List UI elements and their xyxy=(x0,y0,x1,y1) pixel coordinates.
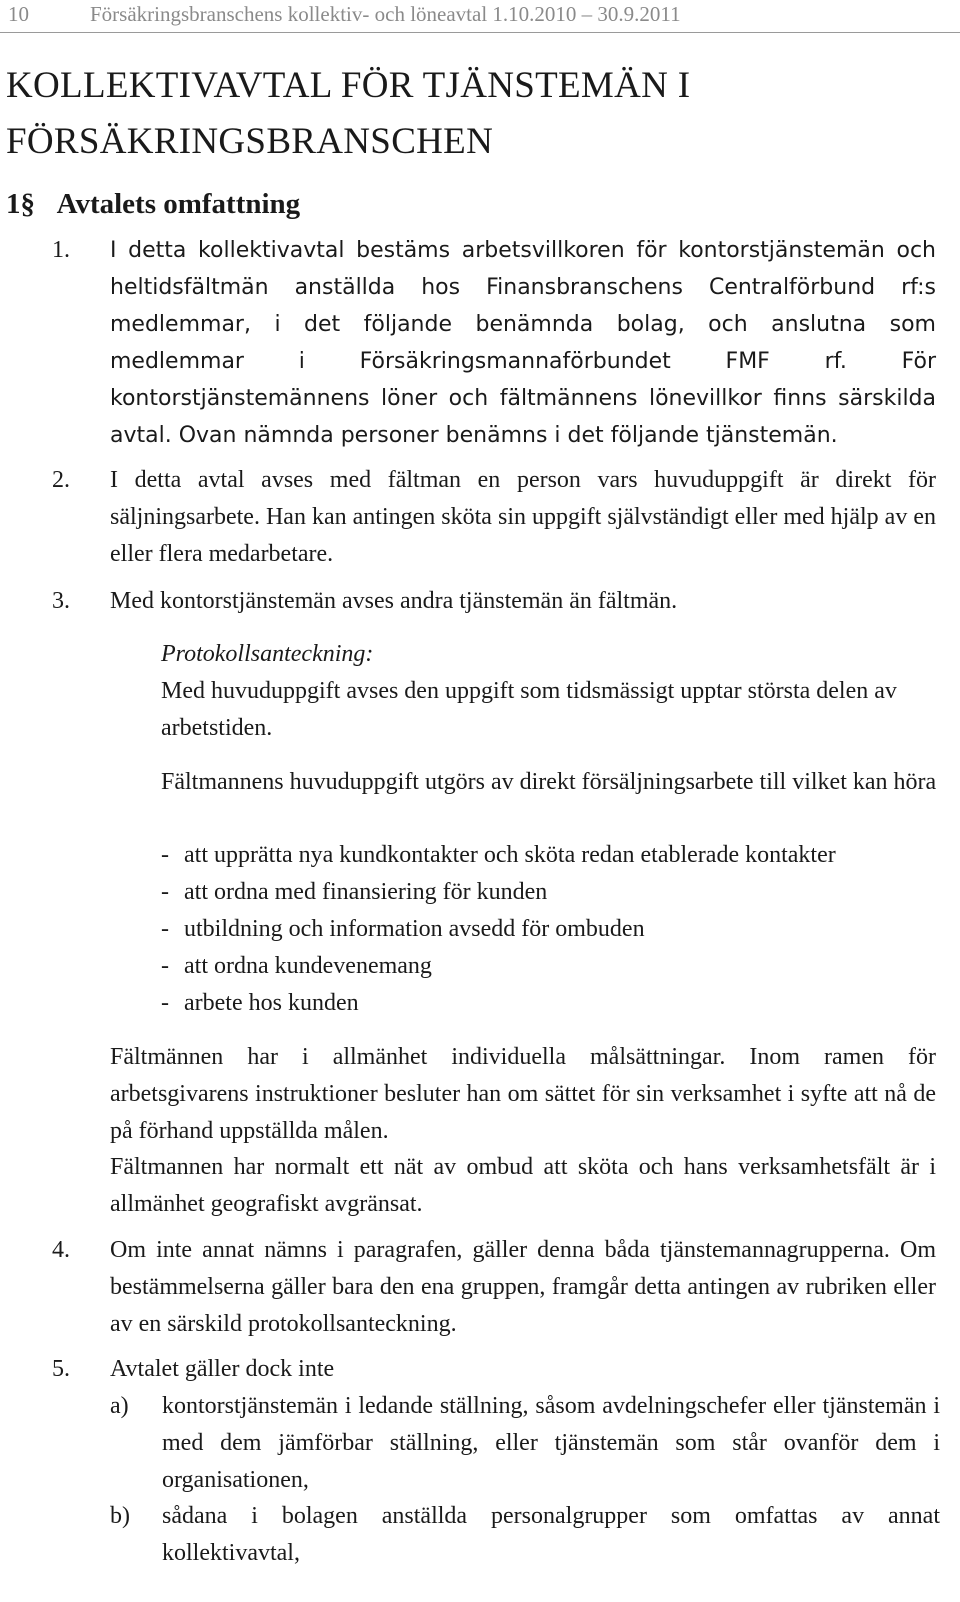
header-rule xyxy=(0,32,960,33)
dash-list-item xyxy=(161,874,547,911)
item-number: 3. xyxy=(52,588,70,614)
item-text: Med kontorstjänstemän avses andra tjänstemän än fältmän. xyxy=(110,588,678,614)
dash-item-text: utbildning och information avsedd för ombuden xyxy=(184,916,645,942)
item-number: 1. xyxy=(52,237,70,263)
item-text: I detta avtal avses med fältman en person vars huvuduppgift är direkt för säljningsarbete. Han kan antingen sköta sin uppgift självständigt eller med hjälp av en eller flera medarbetare. xyxy=(110,467,936,567)
dash-item-text: arbete hos kunden xyxy=(184,990,359,1016)
dash-list-item xyxy=(161,911,645,948)
paragraph: Fältmännen har i allmänhet individuella målsättningar. Inom ramen för arbetsgivarens instruktioner besluter han om sättet för sin verksamhet i syfte att nå de på förhand uppställda målen. xyxy=(110,1044,936,1144)
section-number: 1§ xyxy=(6,188,35,220)
dash-item-text: att ordna med finansiering för kunden xyxy=(184,879,548,905)
protocol-note-intro: Fältmannens huvuduppgift utgörs av direkt försäljningsarbete till vilket kan höra xyxy=(161,769,937,795)
item-text: Om inte annat nämns i paragrafen, gäller denna båda tjänstemannagrupperna. Om bestämmelserna gäller bara den ena gruppen, framgår detta antingen av rubriken eller av en särskild protokollsanteckning. xyxy=(110,1237,936,1337)
page-title: KOLLEKTIVAVTAL FÖR TJÄNSTEMÄN I FÖRSÄKRINGSBRANSCHEN xyxy=(6,65,691,162)
dash-marker: - xyxy=(161,916,169,942)
item-number: 4. xyxy=(52,1237,70,1263)
sub-item-label: b) xyxy=(110,1503,130,1529)
item-number: 5. xyxy=(52,1356,70,1382)
protocol-note xyxy=(161,636,951,747)
item-number: 2. xyxy=(52,467,70,493)
dash-item-text: att ordna kundevenemang xyxy=(184,953,432,979)
paragraph: Fältmannen har normalt ett nät av ombud att sköta och hans verksamhetsfält är i allmänhet geografiskt avgränsat. xyxy=(110,1154,936,1217)
protocol-note-label: Protokollsanteckning: xyxy=(161,641,374,667)
dash-marker: - xyxy=(161,879,169,905)
protocol-note-text: Med huvuduppgift avses den uppgift som tidsmässigt upptar största delen av arbetstiden. xyxy=(161,678,897,741)
dash-marker: - xyxy=(161,990,169,1016)
dash-list-item xyxy=(161,985,359,1022)
dash-marker: - xyxy=(161,953,169,979)
section-heading xyxy=(6,188,300,221)
sub-item-text: kontorstjänstemän i ledande ställning, såsom avdelningschefer eller tjänstemän i med dem jämförbar ställning, eller tjänstemän som står ovanför dem i organisationen, xyxy=(162,1393,940,1493)
sub-item-text: sådana i bolagen anställda personalgrupper som omfattas av annat kollektivavtal, xyxy=(162,1503,940,1566)
page-number: 10 xyxy=(8,2,29,26)
dash-list-item xyxy=(161,948,432,985)
sub-item-label: a) xyxy=(110,1393,129,1419)
item-text: Avtalet gäller dock inte xyxy=(110,1356,335,1382)
section-title: Avtalets omfattning xyxy=(56,188,301,220)
running-header-text: Försäkringsbranschens kollektiv- och löneavtal 1.10.2010 – 30.9.2011 xyxy=(90,2,681,26)
item-text: I detta kollektivavtal bestäms arbetsvillkoren för kontorstjänstemän och heltidsfältmän anställda hos Finansbranschens Centralförbund rf:s medlemmar, i det följande benämnda bolag, och anslutna som medlemmar i Försäkringsmannaförbundet FMF rf. För kontorstjänstemännens löner och fältmännens lönevillkor finns särskilda avtal. Ovan nämnda personer benämns i det följande tjänstemän. xyxy=(110,238,936,448)
running-header xyxy=(8,2,960,32)
dash-marker: - xyxy=(161,842,169,868)
dash-item-text: att upprätta nya kundkontakter och sköta redan etablerade kontakter xyxy=(184,842,836,868)
dash-list-item xyxy=(161,837,836,874)
